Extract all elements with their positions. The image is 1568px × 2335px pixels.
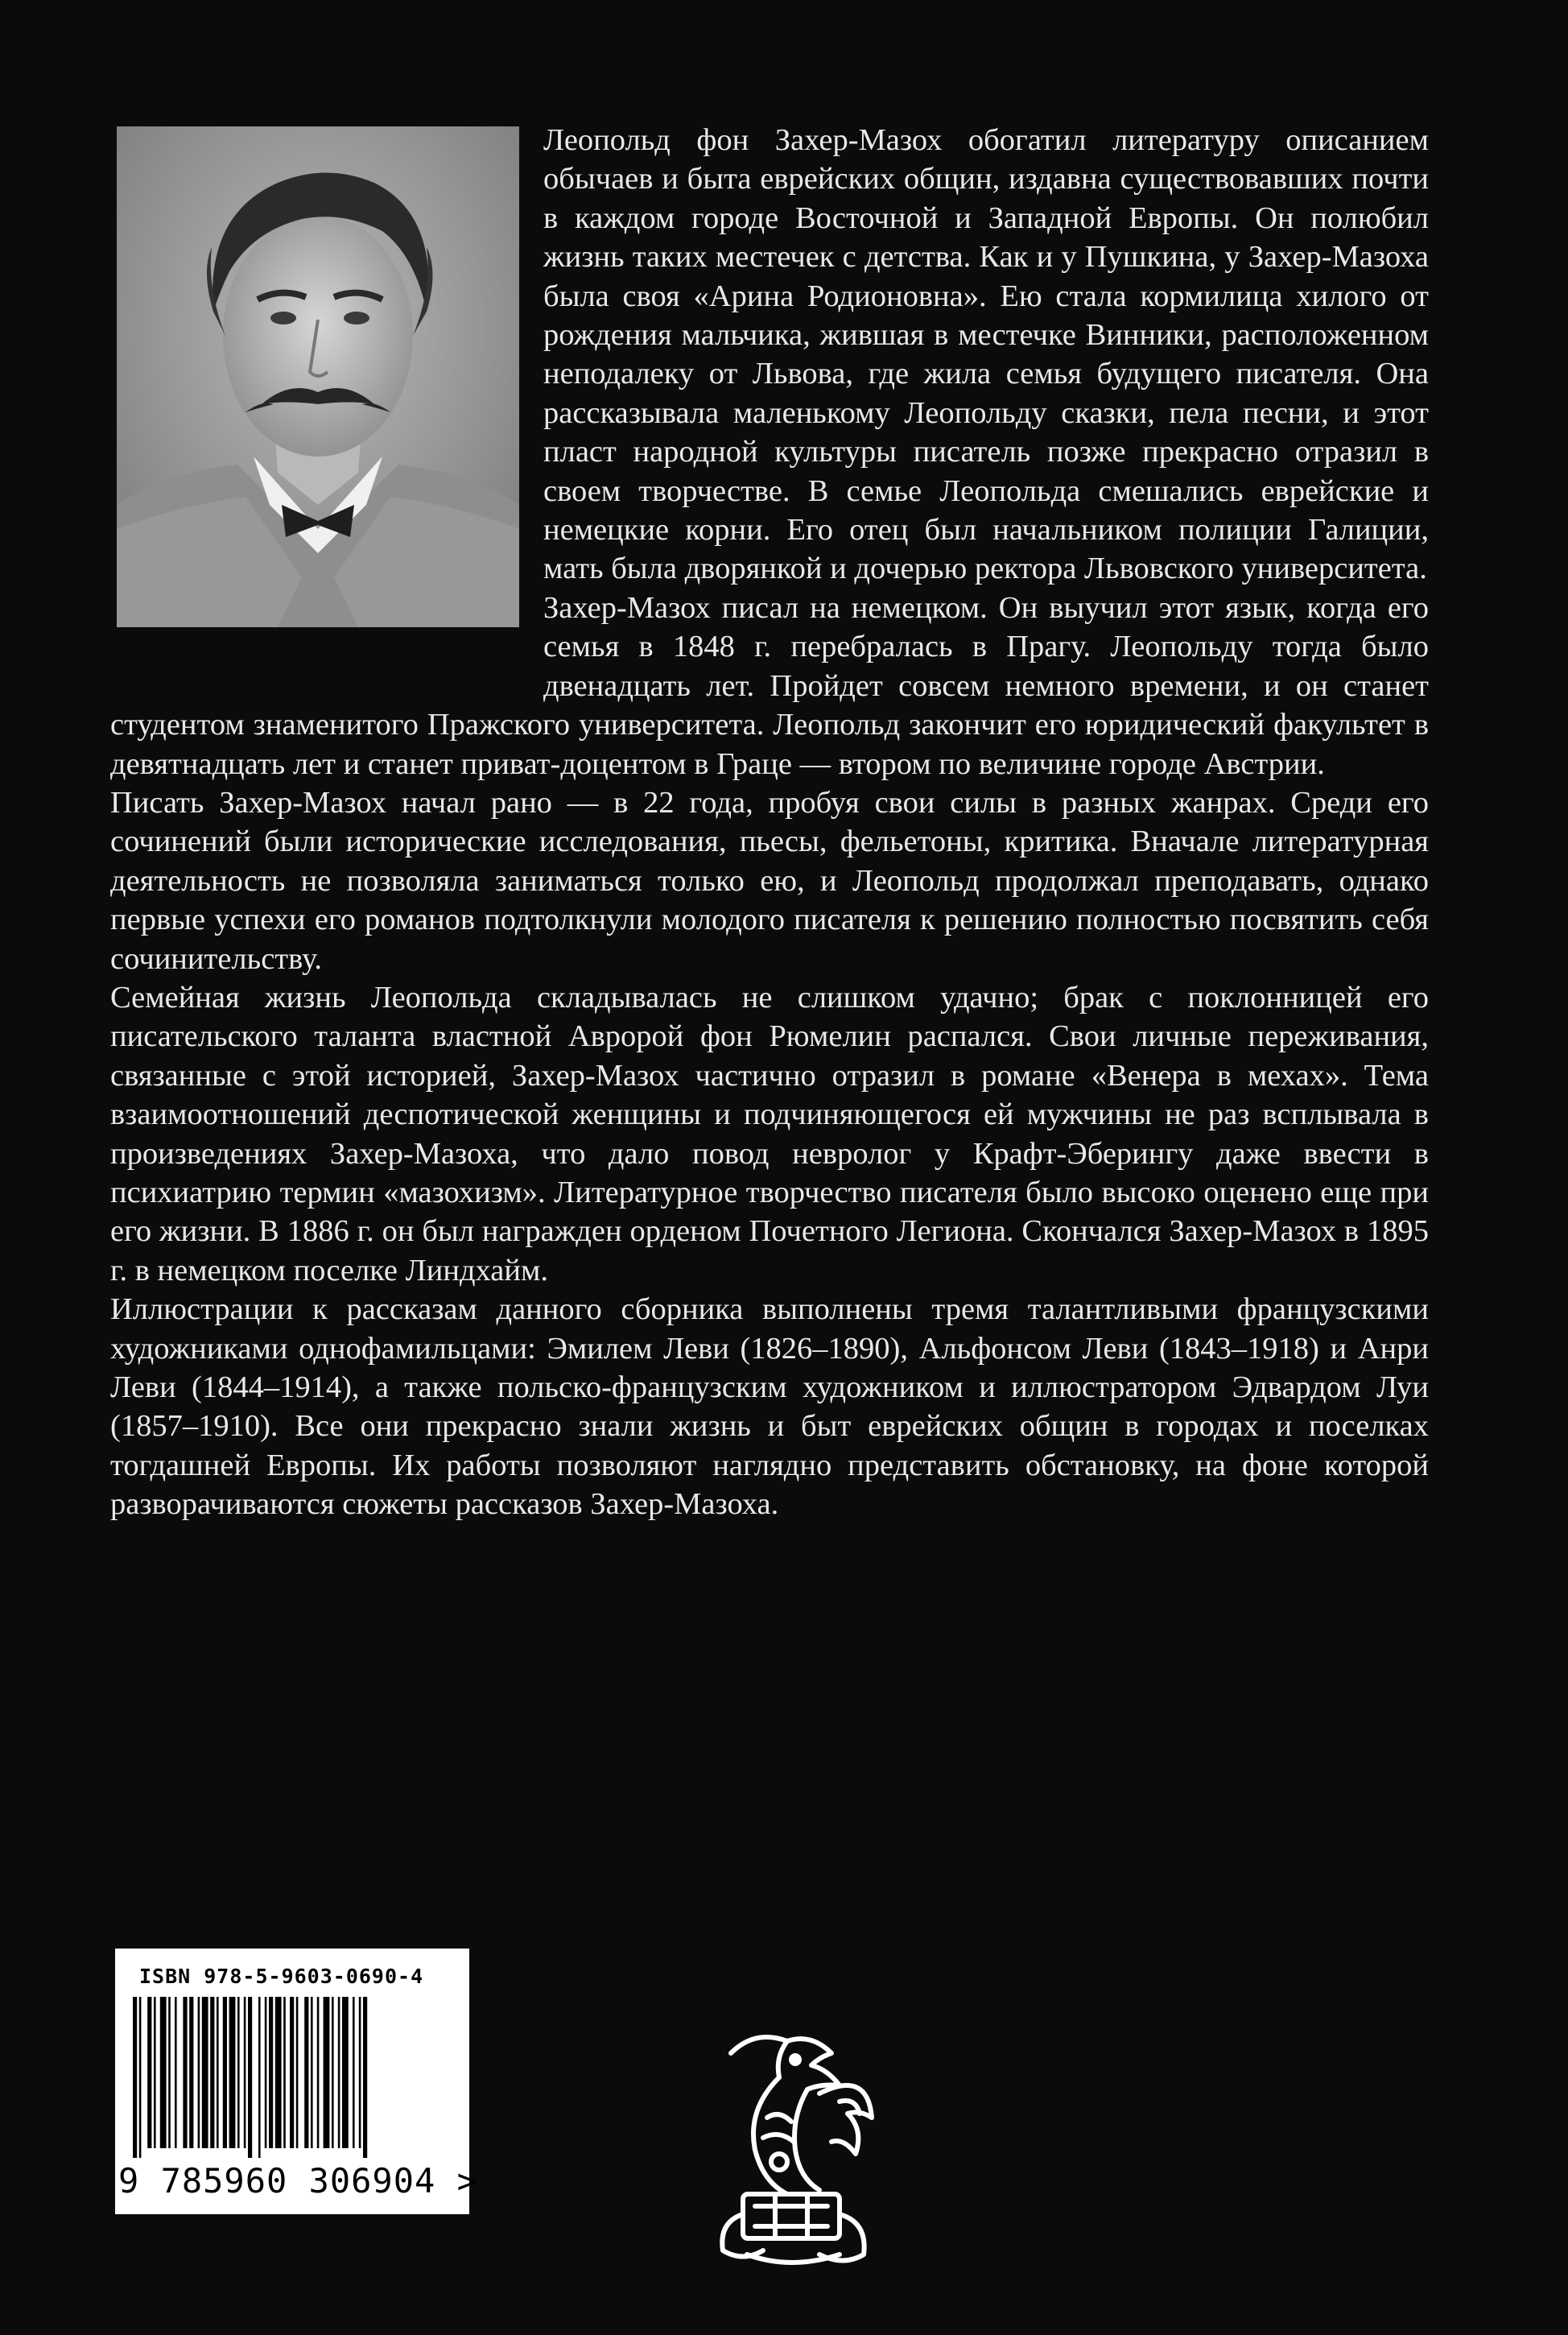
barcode-bar bbox=[359, 1997, 361, 2148]
barcode-bar bbox=[198, 1997, 200, 2148]
barcode-bar bbox=[237, 1997, 240, 2148]
barcode-bar bbox=[265, 1997, 267, 2148]
barcode-bar bbox=[223, 1997, 227, 2148]
barcode-bar bbox=[139, 1997, 142, 2158]
barcode-bar bbox=[275, 1997, 282, 2148]
barcode-bar bbox=[189, 1997, 193, 2148]
barcode-bar bbox=[210, 1997, 214, 2148]
barcode-bar bbox=[258, 1997, 261, 2158]
barcode-bars bbox=[131, 1997, 453, 2158]
barcode-bar bbox=[304, 1997, 308, 2148]
description-text bbox=[110, 121, 1429, 1524]
barcode-bar bbox=[317, 1997, 320, 2148]
barcode-bar bbox=[147, 1997, 151, 2148]
paragraph-2: Захер-Мазох писал на немецком. Он выучил этот язык, когда его семья в 1848 г. перебралась в Прагу. Леопольду тогда было двенадцать лет. Пройдет совсем немного времени, и он станет студентом знаменитого Пражского университета. Леопольд закончит его юридический факультет в девятнадцать лет и станет приват-доцентом в Граце — втором по величине городе Австрии. bbox=[110, 590, 1429, 781]
barcode-bar bbox=[353, 1997, 355, 2148]
paragraph-1: Леопольд фон Захер-Мазох обогатил литературу описанием обычаев и быта еврейских общин, издавна существовавших почти в каждом городе Восточной и Западной Европы. Он полюбил жизнь таких местечек с детства. Как и у Пушкина, у Захер-Мазоха была своя «Арина Родионовна». Ею стала кормилица хилого от рождения мальчика, жившая в местечке Винники, расположенном неподалеку от Львова, где жила семья будущего писателя. Она рассказывала маленькому Леопольду сказки, пела песни, и этот пласт народной культуры писатель позже прекрасно отразил в своем творчестве. В семье Леопольда смешались еврейские и немецкие корни. Его отец был начальником полиции Галиции, мать была дворянкой и дочерью ректора Львовского университета. bbox=[543, 123, 1429, 586]
barcode-bar bbox=[229, 1997, 236, 2148]
paragraph-3: Писать Захер-Мазох начал рано — в 22 года, пробуя свои силы в разных жанрах. Среди его сочинений были исторические исследования, пьесы, фельетоны, критика. Вначале литературная деятельность не позволяла заниматься только ею, и Леопольд продолжал преподавать, однако первые успехи его романов подтолкнули молодого писателя к решению полностью посвятить себя сочинительству. bbox=[110, 785, 1429, 976]
paragraph-5: Иллюстрации к рассказам данного сборника выполнены тремя талантливыми французскими художниками однофамильцами: Эмилем Леви (1826–1890), Альфонсом Леви (1843–1918) и Анри Леви (1844–1914), а также польско-французским художником и иллюстратором Эдвардом Луи (1857–1910). Все они прекрасно знали жизнь и быт еврейских общин в городах и поселках тогдашней Европы. Их работы позволяют наглядно представить обстановку, на фоне которой разворачиваются сюжеты рассказов Захер-Мазоха. bbox=[110, 1292, 1429, 1522]
barcode-bar bbox=[160, 1997, 167, 2148]
barcode-bar bbox=[332, 1997, 334, 2148]
paragraph-4: Семейная жизнь Леопольда складывалась не слишком удачно; брак с поклонницей его писательского таланта властной Авророй фон Рюмелин распался. Свои личные переживания, связанные с этой историей, Захер-Мазох частично отразил в романе «Венера в мехах». Тема взаимоотношений деспотической женщины и подчиняющегося ей мужчины не раз всплывала в произведениях Захер-Мазоха, что дало повод невролог у Крафт-Эберингу даже ввести в психиатрию термин «мазохизм». Литературное творчество писателя было высоко оценено еще при его жизни. В 1886 г. он был награжден орденом Почетного Легиона. Скончался Захер-Мазох в 1895 г. в немецком поселке Линдхайм. bbox=[110, 980, 1429, 1287]
isbn-label: ISBN 978-5-9603-0690-4 bbox=[139, 1965, 424, 1988]
barcode-bar bbox=[248, 1997, 252, 2158]
barcode-bar bbox=[168, 1997, 171, 2148]
barcode-bar bbox=[244, 1997, 246, 2148]
barcode-bar bbox=[324, 1997, 330, 2148]
barcode-bar bbox=[269, 1997, 273, 2148]
barcode-bar bbox=[363, 1997, 367, 2158]
barcode-bar bbox=[296, 1997, 299, 2148]
barcode-bar bbox=[338, 1997, 340, 2148]
barcode-bar bbox=[183, 1997, 187, 2148]
barcode-bar bbox=[311, 1997, 313, 2148]
publisher-logo-icon bbox=[699, 2021, 884, 2271]
barcode-bar bbox=[202, 1997, 208, 2148]
barcode-bar bbox=[290, 1997, 294, 2148]
barcode-bar bbox=[154, 1997, 156, 2148]
isbn-barcode bbox=[115, 1949, 478, 2214]
barcode-bar bbox=[175, 1997, 177, 2148]
barcode-bar bbox=[217, 1997, 219, 2148]
portrait-spacer bbox=[110, 121, 543, 692]
barcode-bar bbox=[133, 1997, 137, 2158]
barcode-digits: 9 785960 306904 > bbox=[118, 2161, 478, 2201]
barcode-bar bbox=[342, 1997, 349, 2148]
barcode-bar bbox=[283, 1997, 286, 2148]
